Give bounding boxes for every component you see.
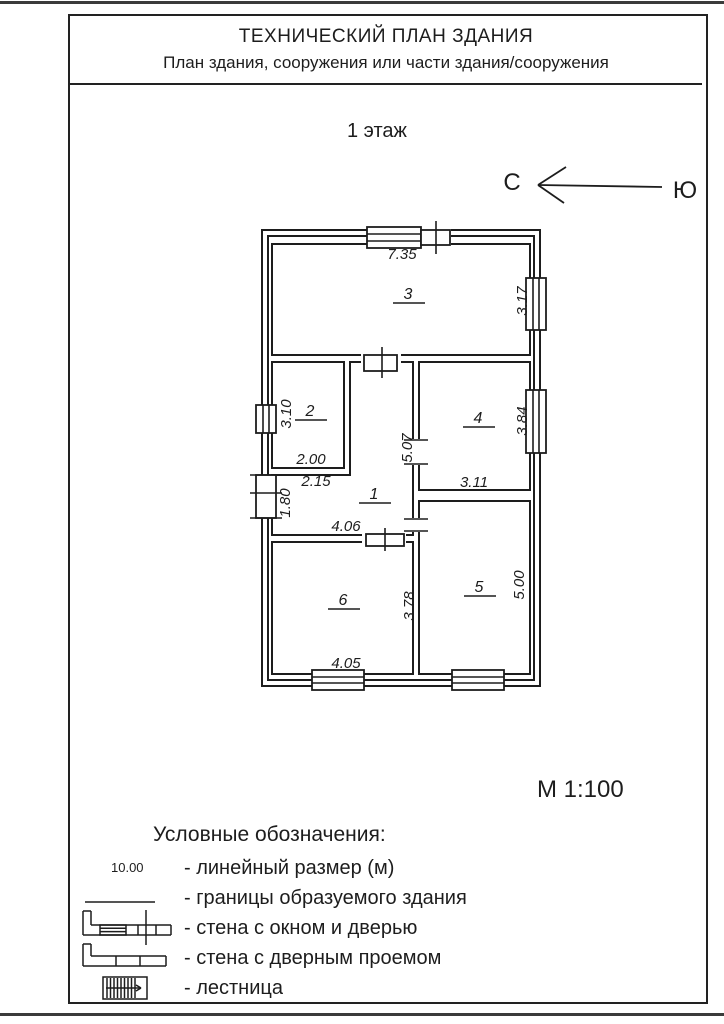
wall-door-opening-icon <box>80 941 170 973</box>
legend-heading: Условные обозначения: <box>153 823 386 846</box>
wall-window-door-icon <box>80 906 174 946</box>
dimension-label: 1.80 <box>277 488 294 518</box>
compass <box>480 158 710 210</box>
dimension-label: 7.35 <box>387 246 417 263</box>
building-boundary-icon <box>84 898 158 906</box>
window-symbols <box>250 221 546 690</box>
dimension-label: 3.17 <box>514 286 531 316</box>
dimension-label: 2.15 <box>301 473 331 490</box>
dimension-label: 4.05 <box>331 655 361 672</box>
document-subtitle: План здания, сооружения или части здания/сооружения <box>163 53 609 72</box>
room-number-label: 6 <box>338 592 348 609</box>
dimension-label: 4.06 <box>331 518 361 535</box>
compass-north-label: С <box>503 169 521 196</box>
room-number-label: 4 <box>473 410 483 427</box>
dimension-label: 3.78 <box>401 591 418 621</box>
legend-item-wall-window-door: - стена с окном и дверью <box>184 917 418 939</box>
plan-labels <box>277 246 531 672</box>
window-room6-icon <box>312 670 364 690</box>
dimension-label: 2.00 <box>296 451 326 468</box>
window-top-icon <box>367 227 421 248</box>
window-room5-icon <box>452 670 504 690</box>
compass-south-label: Ю <box>672 177 698 204</box>
dimension-label: 3.11 <box>459 474 489 491</box>
room-number-label: 2 <box>305 403 315 420</box>
page-top-edge <box>0 1 724 4</box>
dimension-label: 3.84 <box>514 406 531 436</box>
page-bottom-edge <box>0 1013 724 1016</box>
title-block <box>70 16 702 85</box>
dimension-label: 5.00 <box>511 570 528 600</box>
floor-plan <box>248 218 560 698</box>
legend-item-linear-dimension: - линейный размер (м) <box>184 857 395 879</box>
document-title: ТЕХНИЧЕСКИЙ ПЛАН ЗДАНИЯ <box>238 26 534 47</box>
room-number-label: 1 <box>369 486 379 503</box>
room-number-label: 3 <box>403 286 413 303</box>
door-hall-room5-icon <box>408 518 424 532</box>
compass-arrow-icon <box>538 167 662 203</box>
dimension-label: 3.10 <box>278 399 295 429</box>
linear-dimension-sample: 10.00 <box>111 860 144 875</box>
window-room2-icon <box>256 405 276 433</box>
door-symbols <box>361 347 428 551</box>
room-number-label: 5 <box>474 579 484 596</box>
legend-item-building-boundary: - границы образуемого здания <box>184 887 467 909</box>
legend-item-stairs: - лестница <box>184 977 283 999</box>
dimension-label: 5.07 <box>399 433 416 463</box>
window-hall-icon <box>256 475 276 518</box>
door-hall-room3-icon <box>364 355 397 371</box>
legend-item-wall-door-opening: - стена с дверным проемом <box>184 947 442 969</box>
floor-label: 1 этаж <box>347 120 407 142</box>
stairs-icon <box>101 974 151 1002</box>
scale-label: М 1:100 <box>537 776 624 803</box>
